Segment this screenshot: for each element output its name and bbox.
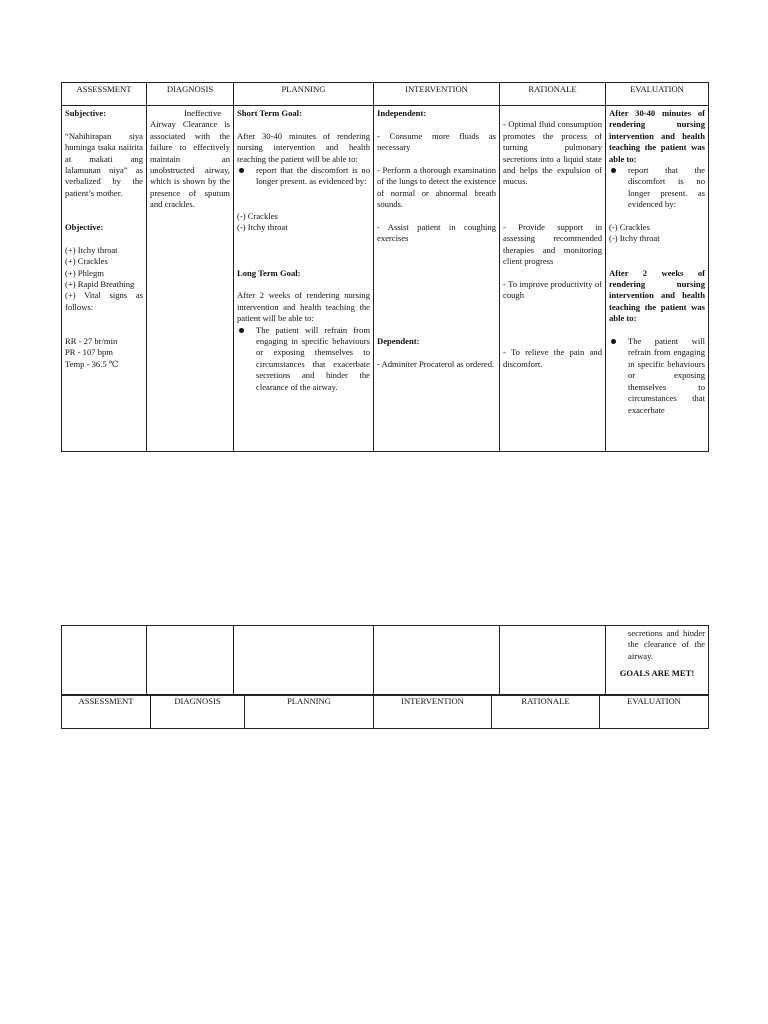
evaluation-long-heading: After 2 weeks of rendering nursing intervention and health teaching the patient was able to: (609, 267, 705, 324)
vital-pr: PR - 107 bpm (65, 347, 113, 358)
long-term-goal-text: After 2 weeks of rendering nursing intervention and health teaching the patient will be able to: (237, 290, 370, 324)
header-intervention: INTERVENTION (374, 695, 492, 729)
evaluation-cell (606, 106, 709, 452)
care-plan-row (62, 106, 709, 452)
evaluation-continuation-cell (606, 626, 709, 696)
evaluation-long-bullet (609, 336, 705, 416)
rationale-item: - To relieve the pain and discomfort. (503, 347, 602, 369)
rationale-continuation-cell (500, 626, 606, 696)
independent-label: Independent: (377, 108, 427, 118)
header-assessment: ASSESSMENT (62, 695, 151, 729)
planning-cell (234, 106, 374, 452)
long-term-goal-bullet-text: The patient will refrain from engaging in specific behaviours or exposing themselves to circumstances that exacerbate secretions and hinder the clearance of the airway. (256, 324, 370, 392)
vital-rr: RR - 27 br/min (65, 336, 118, 347)
care-plan-table-page-2 (61, 625, 709, 696)
objective-item: (+) Itchy throat (65, 244, 118, 255)
bullet-icon (611, 168, 616, 173)
care-plan-table-page-1 (61, 82, 709, 452)
intervention-cell (374, 106, 500, 452)
intervention-item: - Consume more fluids as necessary (377, 130, 496, 153)
bullet-icon (239, 328, 244, 333)
header-planning: PLANNING (245, 695, 374, 729)
header-planning: PLANNING (234, 83, 374, 106)
evaluation-short-bullet-text: report that the discomfort is no longer present. as evidenced by: (628, 165, 705, 210)
rationale-item: - To improve productivity of cough (503, 279, 602, 301)
short-term-goal-text: After 30-40 minutes of rendering nursing intervention and health teaching the patient will be able to: (237, 130, 370, 164)
short-term-goal-bullet (237, 165, 370, 188)
rationale-item: - Optimal fluid consumption promotes the process of turning pulmonary secretions into a liquid state and helps the expulsion of mucus. (503, 119, 602, 187)
intervention-item: - Assist patient in coughing exercises (377, 222, 496, 244)
evaluation-short-bullet (609, 165, 705, 211)
short-term-goal-bullet-text: report that the discomfort is no longer present. as evidenced by: (256, 165, 370, 187)
header-rationale: RATIONALE (492, 695, 600, 729)
subjective-label: Subjective: (65, 108, 107, 118)
header-assessment: ASSESSMENT (62, 83, 147, 106)
footer-header-row (62, 695, 709, 729)
dependent-label: Dependent: (377, 335, 420, 346)
planning-continuation-cell (234, 626, 374, 696)
objective-item: (+) Vital signs as follows: (65, 290, 143, 312)
header-rationale: RATIONALE (500, 83, 606, 106)
footer-header-table (61, 694, 709, 729)
dependent-item: - Adminiter Procaterol as ordered. (377, 358, 495, 369)
assessment-continuation-cell (62, 626, 147, 696)
header-diagnosis: DIAGNOSIS (147, 83, 234, 106)
short-term-evidence: (-) Itchy throat (237, 222, 288, 233)
continuation-row (62, 626, 709, 696)
header-diagnosis: DIAGNOSIS (151, 695, 245, 729)
bullet-icon (611, 339, 616, 344)
objective-item: (+) Rapid Breathing (65, 279, 135, 290)
header-evaluation: EVALUATION (600, 695, 709, 729)
evaluation-long-bullet-text-part2: secretions and hinder the clearance of the airway. (628, 628, 705, 661)
subjective-quote: “Nahihirapan siya huminga tsaka naiirita at makati ang lalamunan niya” as verbalized by the patient’s mother. (65, 130, 143, 198)
diagnosis-text: Ineffective Airway Clearance is associated with the failure to effectively maintain an unobstructed airway, which is shown by the presence of sputum and crackles. (150, 108, 230, 210)
objective-item: (+) Phlegm (65, 267, 104, 278)
short-term-evidence: (-) Crackles (237, 210, 278, 221)
intervention-item: - Perform a thorough examination of the lungs to detect the existence of normal or abnormal breath sounds. (377, 165, 496, 210)
evaluation-short-heading: After 30-40 minutes of rendering nursing intervention and health teaching the patient was able to: (609, 108, 705, 164)
bullet-icon (239, 168, 244, 173)
rationale-cell (500, 106, 606, 452)
diagnosis-continuation-cell (147, 626, 234, 696)
header-intervention: INTERVENTION (374, 83, 500, 106)
intervention-continuation-cell (374, 626, 500, 696)
assessment-cell (62, 106, 147, 452)
long-term-goal-bullet (237, 325, 370, 393)
header-evaluation: EVALUATION (606, 83, 709, 106)
objective-label: Objective: (65, 222, 104, 233)
evaluation-evidence: (-) Itchy throat (609, 233, 660, 244)
goals-met-text: GOALS ARE MET! (619, 668, 695, 679)
objective-item: (+) Crackles (65, 256, 108, 267)
vital-temp: Temp - 36.5 ℃ (65, 358, 119, 369)
header-row (62, 83, 709, 106)
rationale-item: - Provide support in assessing recommended therapies and monitoring client progress (503, 222, 602, 267)
diagnosis-cell (147, 106, 234, 452)
evaluation-long-bullet-text-part1: The patient will refrain from engaging in specific behaviours or exposing themselves to circumstances that exacerbate (628, 336, 705, 415)
evaluation-evidence: (-) Crackles (609, 222, 650, 233)
short-term-goal-label: Short Term Goal: (237, 108, 302, 118)
long-term-goal-label: Long Term Goal: (237, 267, 301, 278)
